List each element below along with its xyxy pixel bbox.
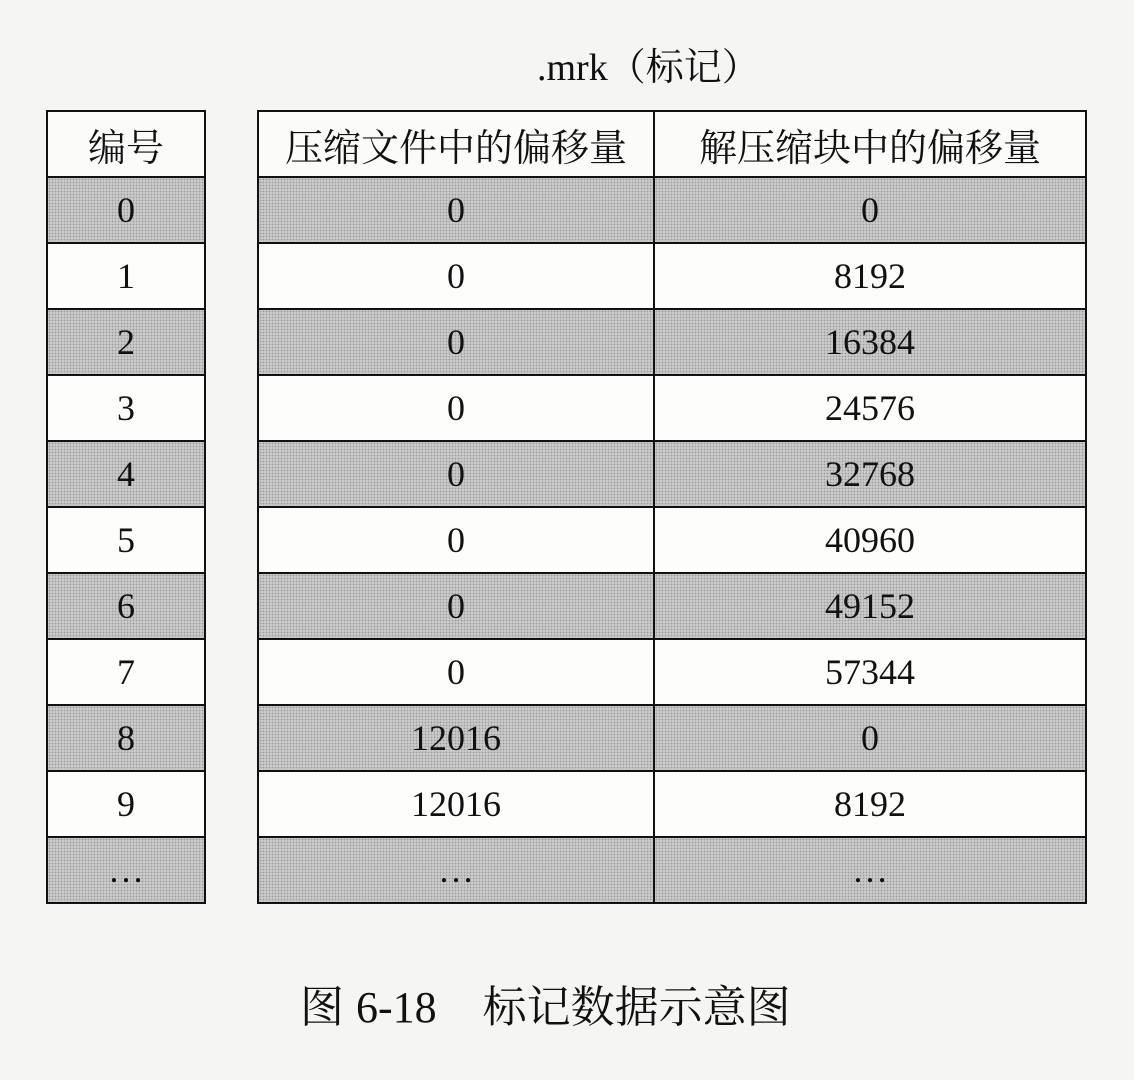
compressed-offset-cell: 0: [258, 639, 654, 705]
index-header: 编号: [47, 111, 205, 177]
decompressed-offset-cell: 57344: [654, 639, 1086, 705]
index-cell: 4: [47, 441, 205, 507]
index-cell: 7: [47, 639, 205, 705]
caption-prefix: 图: [300, 983, 344, 1032]
decompressed-offset-cell: 8192: [654, 771, 1086, 837]
index-table: [46, 110, 206, 904]
decompressed-offset-cell: 24576: [654, 375, 1086, 441]
index-row: [47, 243, 205, 309]
index-cell: 6: [47, 573, 205, 639]
mark-row: [258, 573, 1086, 639]
decompressed-offset-cell: 40960: [654, 507, 1086, 573]
index-row: [47, 441, 205, 507]
decompressed-offset-cell: 16384: [654, 309, 1086, 375]
compressed-offset-cell: 12016: [258, 771, 654, 837]
mark-row: [258, 177, 1086, 243]
compressed-offset-cell: 12016: [258, 705, 654, 771]
figure-caption: [300, 980, 791, 1036]
decompressed-offset-header: 解压缩块中的偏移量: [654, 111, 1086, 177]
index-cell: 0: [47, 177, 205, 243]
index-row: [47, 639, 205, 705]
index-row: [47, 309, 205, 375]
decompressed-offset-cell: 49152: [654, 573, 1086, 639]
compressed-offset-header: 压缩文件中的偏移量: [258, 111, 654, 177]
index-cell: 3: [47, 375, 205, 441]
mark-row: [258, 837, 1086, 903]
decompressed-offset-cell: 0: [654, 177, 1086, 243]
decompressed-offset-cell: 0: [654, 705, 1086, 771]
index-cell: 2: [47, 309, 205, 375]
compressed-offset-cell: 0: [258, 375, 654, 441]
index-cell: …: [47, 837, 205, 903]
index-row: [47, 771, 205, 837]
decompressed-offset-cell: 8192: [654, 243, 1086, 309]
mark-row: [258, 309, 1086, 375]
mark-row: [258, 705, 1086, 771]
caption-number: 6-18: [356, 983, 437, 1032]
compressed-offset-cell: 0: [258, 177, 654, 243]
compressed-offset-cell: 0: [258, 573, 654, 639]
index-row: [47, 375, 205, 441]
index-row: [47, 507, 205, 573]
index-cell: 8: [47, 705, 205, 771]
decompressed-offset-cell: …: [654, 837, 1086, 903]
index-cell: 9: [47, 771, 205, 837]
compressed-offset-cell: 0: [258, 441, 654, 507]
mark-row: [258, 771, 1086, 837]
index-cell: 5: [47, 507, 205, 573]
index-row: [47, 705, 205, 771]
mrk-title: .mrk（标记）: [537, 47, 760, 89]
compressed-offset-cell: …: [258, 837, 654, 903]
mark-row: [258, 441, 1086, 507]
index-row: [47, 573, 205, 639]
mark-table: [257, 110, 1087, 904]
index-row: [47, 837, 205, 903]
compressed-offset-cell: 0: [258, 309, 654, 375]
mark-row: [258, 243, 1086, 309]
mark-row: [258, 507, 1086, 573]
mark-row: [258, 639, 1086, 705]
compressed-offset-cell: 0: [258, 507, 654, 573]
index-row: [47, 177, 205, 243]
decompressed-offset-cell: 32768: [654, 441, 1086, 507]
compressed-offset-cell: 0: [258, 243, 654, 309]
index-cell: 1: [47, 243, 205, 309]
mark-row: [258, 375, 1086, 441]
caption-text: 标记数据示意图: [482, 983, 791, 1032]
